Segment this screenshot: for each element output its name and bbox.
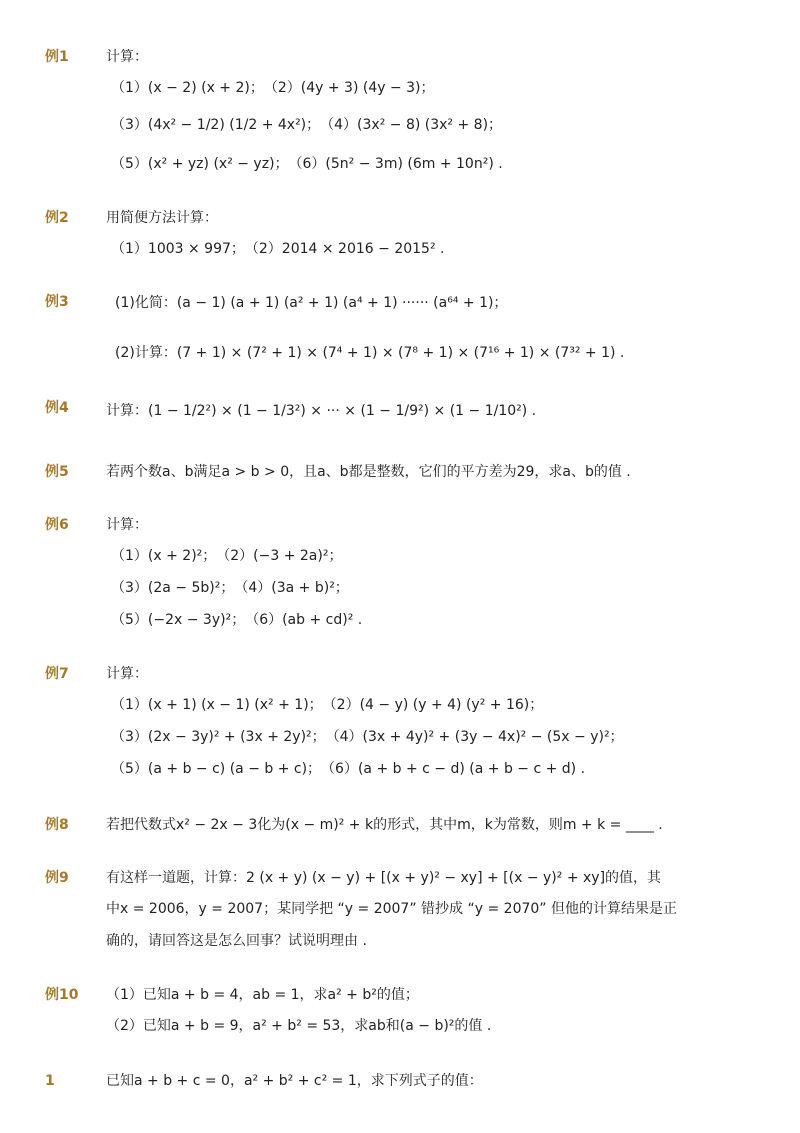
example-text: （5）(a + b − c) (a − b + c)； （6）(a + b + c − d) (a + b − c + d) . [111,761,586,777]
example-text: （3）(2x − 3y)² + (3x + 2y)²； （4）(3x + 4y)² + (3y − 4x)² − (5x − y)²； [111,729,624,745]
example-label: 例2 [45,210,69,226]
example-label: 例4 [45,400,69,416]
example-text: 确的，请回答这是怎么回事？试说明理由 . [106,933,367,949]
example-text: 计算： [106,666,148,682]
example-text: 若两个数a、b满足a > b > 0，且a、b都是整数，它们的平方差为29，求a、b的值 . [106,464,631,480]
example-text: （1）(x + 1) (x − 1) (x² + 1)； （2）(4 − y) (y + 4) (y² + 16)； [111,697,544,713]
example-label: 例3 [45,294,69,310]
example-text: （1）已知a + b = 4，ab = 1，求a² + b²的值； [106,987,419,1003]
example-text: 中x = 2006，y = 2007；某同学把 “y = 2007” 错抄成 “y = 2070” 但他的计算结果是正 [106,901,677,917]
example-text: 计算： [106,49,148,65]
example-text: 用简便方法计算： [106,210,218,226]
example-text: （2）已知a + b = 9，a² + b² = 53，求ab和(a − b)²的值 . [106,1018,492,1034]
example-text: （3）(4x² − 1/2) (1/2 + 4x²)； （4）(3x² − 8) (3x² + 8)； [111,117,503,133]
example-text: 计算：(1 − 1/2²) × (1 − 1/3²) × ··· × (1 − 1/9²) × (1 − 1/10²) . [106,403,537,419]
example-label: 例5 [45,464,69,480]
example-text: （1）1003 × 997； （2）2014 × 2016 − 2015² . [111,241,445,257]
example-text: 若把代数式x² − 2x − 3化为(x − m)² + k的形式，其中m，k为常数，则m + k = ____ . [106,817,663,833]
example-text: （3）(2a − 5b)²； （4）(3a + b)²； [111,580,349,596]
example-label: 例9 [45,870,69,886]
example-text: （5）(−2x − 3y)²； （6）(ab + cd)² . [111,612,363,628]
example-label: 例10 [45,987,79,1003]
example-text: 计算： [106,517,148,533]
example-text: （5）(x² + yz) (x² − yz)； （6）(5n² − 3m) (6m + 10n²) . [111,156,503,172]
example-label: 例1 [45,49,69,65]
example-label: 例8 [45,817,69,833]
example-text: (2)计算：(7 + 1) × (7² + 1) × (7⁴ + 1) × (7⁸ + 1) × (7¹⁶ + 1) × (7³² + 1) . [115,345,625,361]
example-text: (1)化简：(a − 1) (a + 1) (a² + 1) (a⁴ + 1) ······ (a⁶⁴ + 1)； [115,295,508,311]
example-label: 例7 [45,666,69,682]
example-label: 例6 [45,517,69,533]
example-text: （1）(x − 2) (x + 2)； （2）(4y + 3) (4y − 3)； [111,80,435,96]
exercise-text: 已知a + b + c = 0，a² + b² + c² = 1，求下列式子的值： [106,1073,483,1089]
example-text: 有这样一道题，计算：2 (x + y) (x − y) + [(x + y)² − xy] + [(x − y)² + xy]的值，其 [106,870,662,886]
example-text: （1）(x + 2)²； （2）(−3 + 2a)²； [111,548,343,564]
exercise-label: 1 [45,1073,55,1089]
